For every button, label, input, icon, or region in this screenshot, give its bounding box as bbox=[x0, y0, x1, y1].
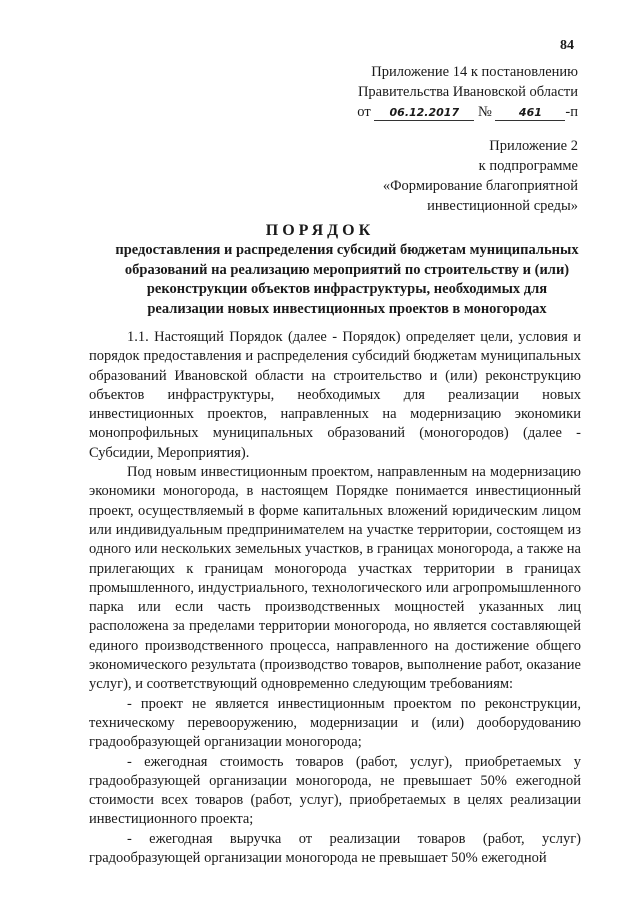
number-value: 461 bbox=[495, 106, 565, 121]
document-title: ПОРЯДОК bbox=[265, 222, 375, 239]
appendix-header-line2: Правительства Ивановской области bbox=[357, 84, 578, 100]
annex-line3: «Формирование благоприятной bbox=[382, 178, 578, 194]
page-number: 84 bbox=[560, 38, 574, 53]
appendix-header-date-line bbox=[357, 102, 578, 122]
paragraph-1-1: 1.1. Настоящий Порядок (далее - Порядок) определяет цели, условия и порядок предоставления и распределения субсидий бюджетам муниципальных образований Ивановской области на строительство и (или) реконструкцию объектов инфраструктуры, необходимых для реализации новых инвестиционных проектов, направленных на модернизацию экономики монопрофильных муниципальных образований (моногородов) (далее - Субсидии, Мероприятия). bbox=[89, 329, 581, 461]
requirement-item: - ежегодная стоимость товаров (работ, услуг), приобретаемых у градообразующей организации моногорода, не превышает 50% ежегодной стоимости всех товаров (работ, услуг), приобретаемых в целях реализации инвестиционного проекта; bbox=[89, 753, 581, 828]
date-value: 06.12.2017 bbox=[374, 106, 474, 121]
document-subtitle: предоставления и распределения субсидий бюджетам муниципальных образований на реализацию мероприятий по строительству и (или) реконструкции объектов инфраструктуры, необходимых для реализации новых инвестиционных проектов в моногородах bbox=[115, 242, 579, 317]
document-body bbox=[89, 328, 581, 868]
number-prefix: № bbox=[477, 104, 492, 120]
requirement-item: - проект не является инвестиционным проектом по реконструкции, техническому перевооружению, модернизации и (или) дооборудованию градообразующей организации моногорода; bbox=[89, 695, 581, 751]
appendix-header bbox=[357, 62, 578, 122]
annex-line1: Приложение 2 bbox=[489, 138, 578, 154]
appendix-header-line1: Приложение 14 к постановлению bbox=[371, 64, 578, 80]
paragraph-definition: Под новым инвестиционным проектом, направленным на модернизацию экономики моногорода, в настоящем Порядке понимается инвестиционный проект, осуществляемый в форме капитальных вложений юридическим лицом или индивидуальным предпринимателем на участке территории, состоящем из одного или нескольких земельных участков, в границах моногорода, а также на прилегающих к границам моногорода участках территории в границах промышленного, индустриального, технологического или агропромышленного парка или если часть производственных мощностей указанных лиц расположена за пределами территории моногорода, но является составляющей единого производственного процесса, направленного на достижение общего экономического результата (производство товаров, выполнение работ, оказание услуг), и соответствующий одновременно следующим требованиям: bbox=[89, 464, 581, 693]
number-suffix: -п bbox=[565, 104, 578, 120]
annex-line2: к подпрограмме bbox=[478, 158, 578, 174]
annex-header bbox=[383, 136, 578, 216]
annex-line4: инвестиционной среды» bbox=[427, 198, 578, 214]
requirement-item: - ежегодная выручка от реализации товаров (работ, услуг) градообразующей организации моногорода не превышает 50% ежегодной bbox=[89, 830, 581, 867]
date-prefix: от bbox=[357, 104, 371, 120]
